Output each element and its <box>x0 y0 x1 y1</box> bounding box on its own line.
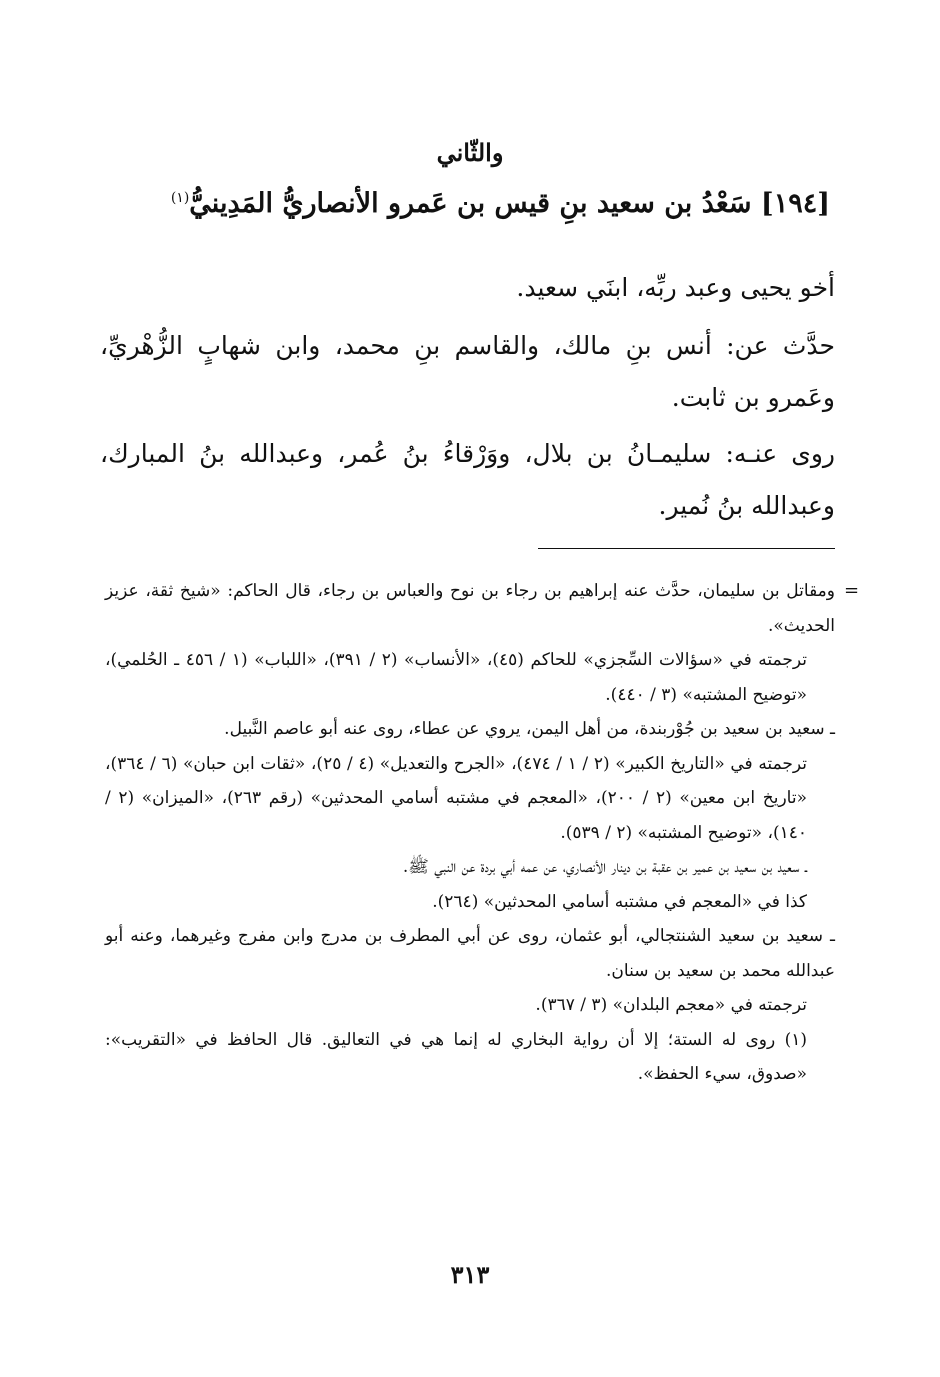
footnote-line: ـ سعيد بن سعيد بن عمير بن عقبة بن دينار الأنصاري، عن عمه أبي بردة عن النبي ﷺ. <box>402 857 807 877</box>
footnote-separator <box>538 548 835 549</box>
body-paragraph-narrated-from: حدَّث عن: أنس بنِ مالك، والقاسم بنِ محمد، وابن شهابٍ الزُّهْريِّ، وعَمرو بن ثابت. <box>100 331 835 412</box>
footnote-line: ترجمته في «معجم البلدان» (٣ / ٣٦٧). <box>535 995 807 1015</box>
footnote-line: ومقاتل بن سليمان، حدَّث عنه إبراهيم بن رجاء بن نوح والعباس بن رجاء، قال الحاكم: «شيخ ثقة، عزيز الحديث». <box>105 581 835 636</box>
footnote-one: (١) روى له الستة؛ إلا أن رواية البخاري له إنما هي في التعاليق. قال الحافظ في «التقريب»: «صدوق، سيء الحفظ». <box>105 1029 807 1084</box>
footnote-line: كذا في «المعجم في مشتبه أسامي المحدثين» (٢٦٤). <box>432 891 807 912</box>
footnote-line: ـ سعيد بن سعيد الشنتجالي، أبو عثمان، روى عن أبي المطرف بن مدرج وابن مفرج وغيرهما، وعنه أبو عبدالله محمد بن سعيد بن سنان. <box>105 926 835 981</box>
section-heading: والثّاني <box>436 138 504 167</box>
continuation-mark: = <box>844 580 860 601</box>
footnote-line: ـ سعيد بن سعيد بن جُوْربندة، من أهل اليمن، يروي عن عطاء، روى عنه أبو عاصم النَّبيل. <box>224 719 835 739</box>
body-paragraph-narrated-by: روى عنـه: سليمـانُ بن بلال، ووَرْقاءُ بنُ عُمر، وعبدالله بنُ المبارك، وعبدالله بنُ نُمير. <box>100 439 835 520</box>
page-number: ٣١٣ <box>450 1260 490 1289</box>
entry-title <box>110 188 830 219</box>
footnote-line: ترجمته في «سؤالات السِّجزي» للحاكم (٤٥)، «الأنساب» (٢ / ٣٩١)، «اللباب» (١ / ٤٥٦ ـ الحُلمي)، «توضيح المشتبه» (٣ / ٤٤٠). <box>105 650 807 705</box>
entry-title-text: [١٩٤] سَعْدُ بن سعيد بنِ قيس بن عَمرو الأنصاريُّ المَدِينيُّ <box>189 188 830 219</box>
body-paragraph-brothers: أخو يحيى وعبد ربِّه، ابنَي سعيد. <box>516 273 835 302</box>
footnote-line: ترجمته في «التاريخ الكبير» (٢ / ١ / ٤٧٤)، «الجرح والتعديل» (٤ / ٢٥)، «ثقات ابن حبان» (٦ / ٣٦٤)، «تاريخ ابن معين» (٢ / ٢٠٠)، «المعجم في مشتبه أسامي المحدثين» (رقم ٢٦٣)، «الميزان» (٢ / ١٤٠)، «توضيح المشتبه» (٢ / ٥٣٩). <box>105 753 808 843</box>
footnotes <box>105 574 835 1092</box>
footnote-ref: (١) <box>170 190 190 206</box>
